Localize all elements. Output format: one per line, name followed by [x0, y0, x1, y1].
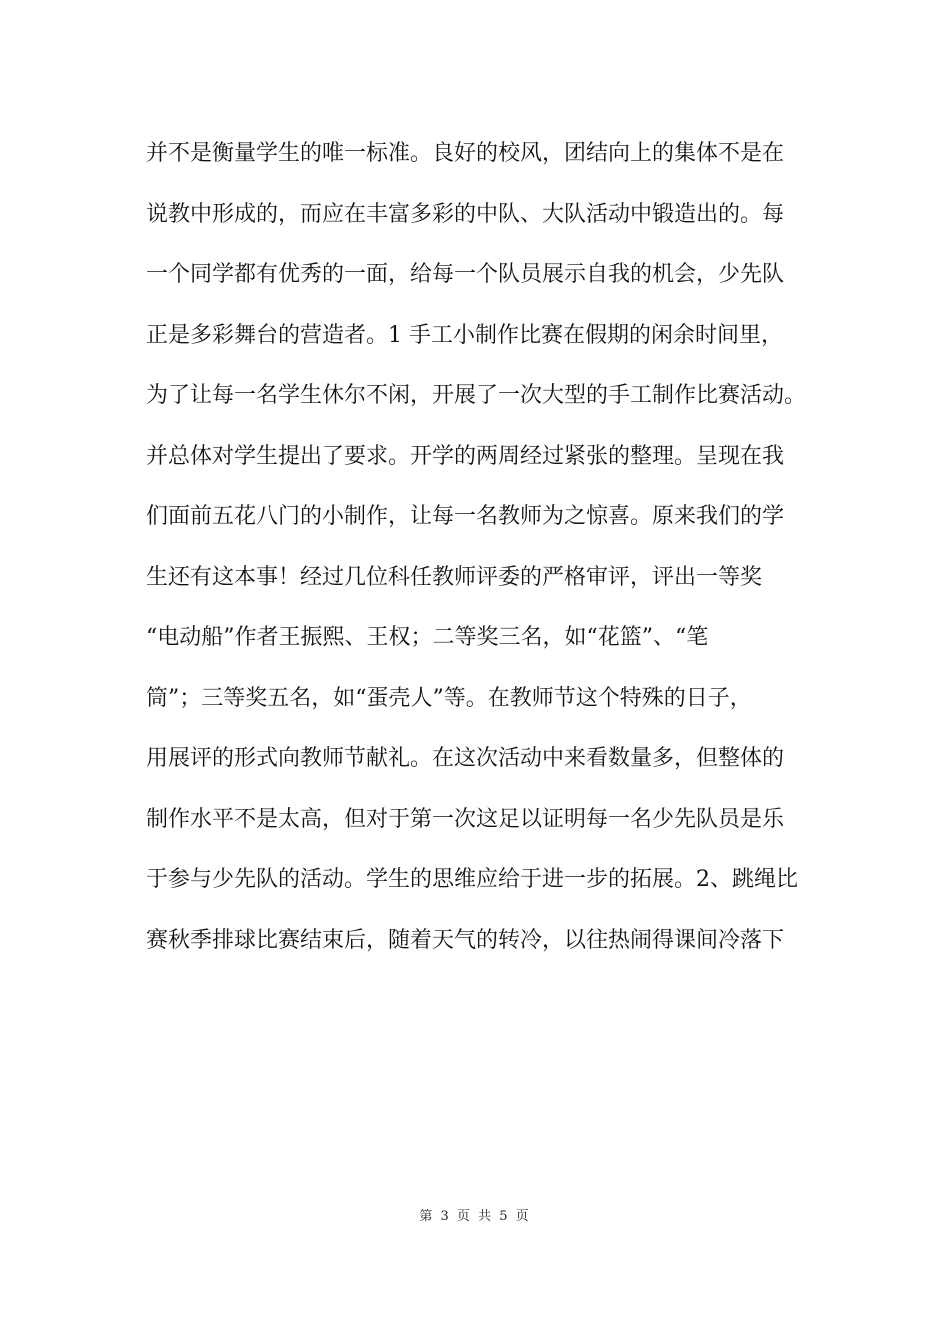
text-line: 赛秋季排球比赛结束后，随着天气的转冷，以往热闹得课间冷落下: [146, 927, 785, 953]
text-line: 们面前五花八门的小制作，让每一名教师为之惊喜。原来我们的学: [146, 504, 785, 529]
text-line: 正是多彩舞台的营造者。1 手工小制作比赛在假期的闲余时间里，: [146, 322, 783, 348]
page-number: 第 3 页 共 5 页: [419, 1209, 531, 1224]
text-line: 于参与少先队的活动。学生的思维应给于进一步的拓展。2、跳绳比: [146, 867, 798, 892]
text-line: 为了让每一名学生休尔不闲，开展了一次大型的手工制作比赛活动。: [146, 383, 807, 408]
text-line: “电动船”作者王振熙、王权；二等奖三名，如“花篮”、“笔: [146, 625, 709, 650]
text-line: 说教中形成的，而应在丰富多彩的中队、大队活动中锻造出的。每: [146, 201, 785, 227]
body-text: [146, 134, 826, 981]
text-line: 并不是衡量学生的唯一标准。良好的校风，团结向上的集体不是在: [146, 141, 785, 166]
text-line: 生还有这本事！经过几位科任教师评委的严格审评，评出一等奖: [146, 564, 763, 590]
page-footer: [0, 1205, 950, 1224]
text-line: 制作水平不是太高，但对于第一次这足以证明每一名少先队员是乐: [146, 806, 785, 832]
text-line: 一个同学都有优秀的一面，给每一个队员展示自我的机会，少先队: [146, 262, 785, 287]
text-line: 并总体对学生提出了要求。开学的两周经过紧张的整理。呈现在我: [146, 443, 785, 469]
text-line: 筒”；三等奖五名，如“蛋壳人”等。在教师节这个特殊的日子，: [146, 685, 752, 711]
text-line: 用展评的形式向教师节献礼。在这次活动中来看数量多，但整体的: [146, 746, 785, 771]
